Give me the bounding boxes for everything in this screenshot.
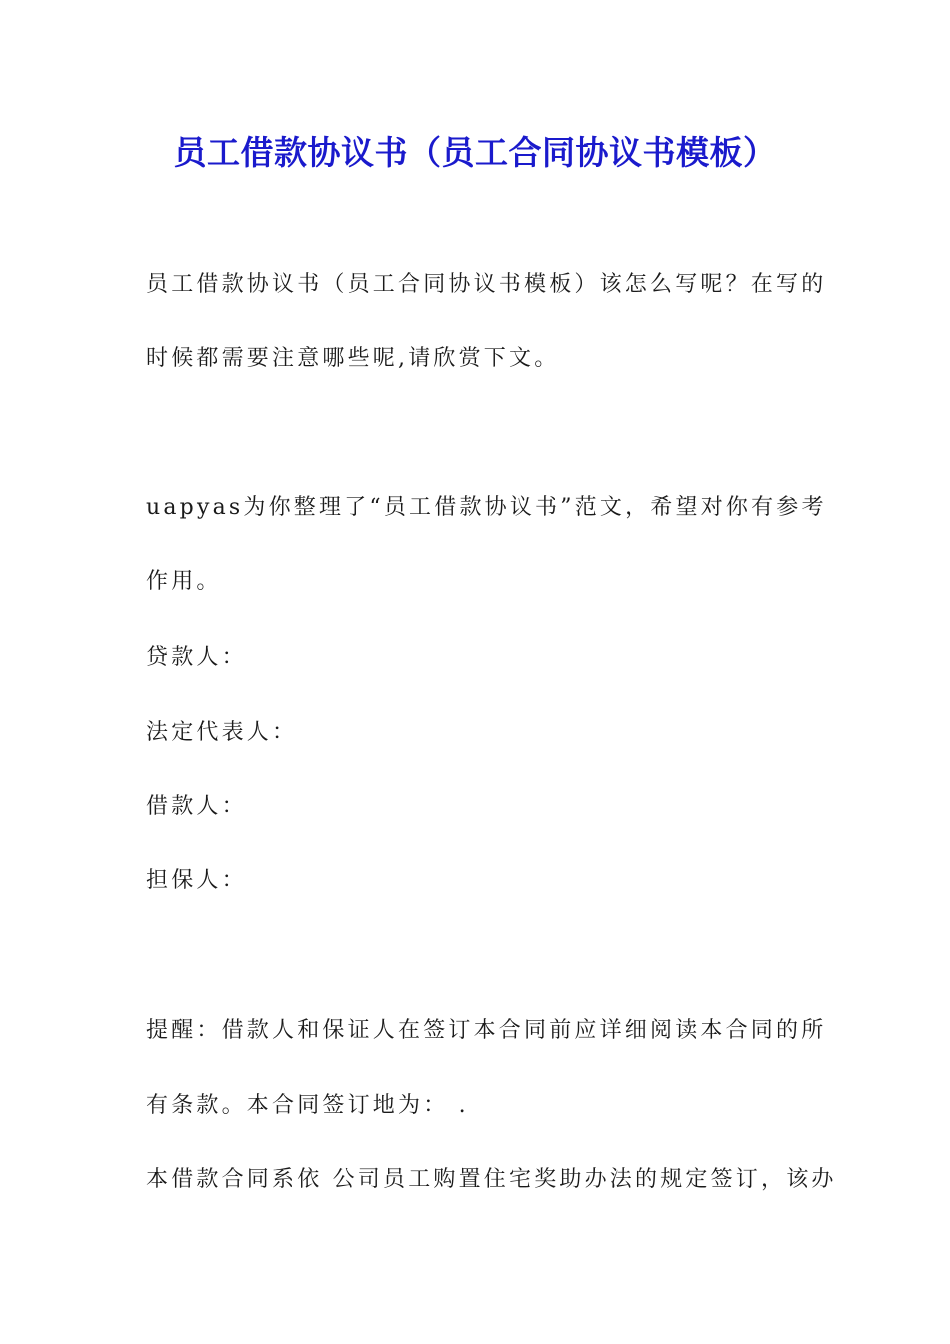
lender-field: 贷款人： [146, 645, 247, 670]
guarantor-field: 担保人： [146, 868, 247, 893]
legal-representative-field: 法定代表人： [146, 720, 298, 745]
document-title: 员工借款协议书（员工合同协议书模板） [173, 133, 777, 172]
intro2-line-2: 作用。 [146, 569, 222, 594]
reminder-line-1: 提醒：借款人和保证人在签订本合同前应详细阅读本合同的所 [146, 1018, 827, 1043]
borrower-field: 借款人： [146, 794, 247, 819]
intro-line-1: 员工借款协议书（员工合同协议书模板）该怎么写呢？在写的 [146, 272, 827, 297]
contract-basis-line: 本借款合同系依 公司员工购置住宅奖助办法的规定签订，该办 [146, 1167, 837, 1192]
intro2-line-1: uapyas为你整理了“员工借款协议书”范文，希望对你有参考 [146, 495, 827, 520]
reminder-line-2: 有条款。本合同签订地为： . [146, 1093, 469, 1118]
intro-line-2: 时候都需要注意哪些呢,请欣赏下文。 [146, 346, 560, 371]
